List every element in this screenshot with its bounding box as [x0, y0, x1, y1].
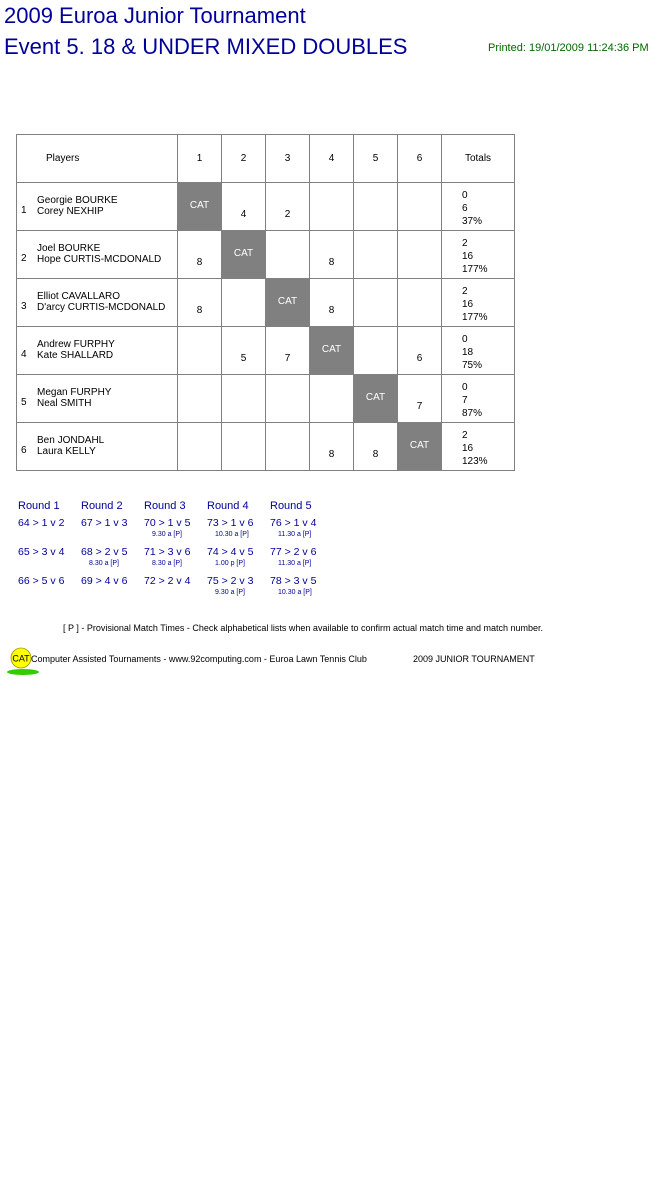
- players-header: Players: [17, 135, 178, 183]
- score-cell: [310, 183, 354, 231]
- match-entry: 64 > 1 v 2: [18, 517, 65, 529]
- games: 16: [462, 251, 474, 262]
- score-cell: [398, 279, 442, 327]
- score-cell: 2: [266, 183, 310, 231]
- score-cell: 8: [178, 231, 222, 279]
- player1-name: Georgie BOURKE: [37, 195, 118, 206]
- match-entry: 75 > 2 v 3: [207, 575, 254, 587]
- score-cell: 7: [266, 327, 310, 375]
- column-header: 3: [266, 135, 310, 183]
- score-cell: [354, 327, 398, 375]
- totals-cell: [442, 279, 515, 327]
- row-index: 4: [21, 349, 27, 360]
- match-time: 10.30 a [P]: [215, 531, 249, 538]
- score-cell: 8: [310, 279, 354, 327]
- player1-name: Joel BOURKE: [37, 243, 101, 254]
- score-cell: 8: [354, 423, 398, 471]
- cat-cell: CAT: [354, 375, 398, 423]
- player-cell: [17, 423, 178, 471]
- round-robin-grid: [16, 134, 515, 471]
- cat-cell: CAT: [178, 183, 222, 231]
- player2-name: Neal SMITH: [37, 398, 92, 409]
- score-cell: 8: [178, 279, 222, 327]
- player-cell: [17, 231, 178, 279]
- match-entry: 76 > 1 v 4: [270, 517, 317, 529]
- score-cell: [354, 183, 398, 231]
- score-cell: [266, 423, 310, 471]
- round-label: Round 5: [270, 500, 312, 512]
- match-entry: 67 > 1 v 3: [81, 517, 128, 529]
- wins: 2: [462, 238, 468, 249]
- player2-name: D'arcy CURTIS-MCDONALD: [37, 302, 166, 313]
- match-entry: 78 > 3 v 5: [270, 575, 317, 587]
- score-cell: 8: [310, 231, 354, 279]
- cat-cell: CAT: [310, 327, 354, 375]
- footer-credits: Computer Assisted Tournaments - www.92computing.com - Euroa Lawn Tennis Club: [31, 654, 367, 664]
- grid-header-row: [17, 135, 515, 183]
- match-time: 9.30 a [P]: [215, 589, 245, 596]
- row-index: 6: [21, 445, 27, 456]
- logo-text: CAT: [12, 653, 30, 664]
- totals-cell: [442, 327, 515, 375]
- player-cell: [17, 183, 178, 231]
- column-header: 6: [398, 135, 442, 183]
- percentage: 123%: [462, 456, 488, 467]
- score-cell: [178, 423, 222, 471]
- player-row: [17, 375, 515, 423]
- score-cell: [222, 423, 266, 471]
- player1-name: Megan FURPHY: [37, 387, 112, 398]
- score-cell: 7: [398, 375, 442, 423]
- score-cell: [222, 375, 266, 423]
- row-index: 1: [21, 205, 27, 216]
- cat-cell: CAT: [266, 279, 310, 327]
- games: 16: [462, 299, 474, 310]
- player-cell: [17, 279, 178, 327]
- round-label: Round 3: [144, 500, 186, 512]
- column-header: 5: [354, 135, 398, 183]
- player-row: [17, 231, 515, 279]
- totals-cell: [442, 231, 515, 279]
- match-time: 11.30 a [P]: [278, 560, 312, 567]
- player1-name: Ben JONDAHL: [37, 435, 105, 446]
- row-index: 5: [21, 397, 27, 408]
- games: 16: [462, 443, 474, 454]
- footer-event: 2009 JUNIOR TOURNAMENT: [413, 654, 535, 664]
- score-cell: [398, 231, 442, 279]
- percentage: 37%: [462, 216, 483, 227]
- column-header: 1: [178, 135, 222, 183]
- round-label: Round 1: [18, 500, 60, 512]
- score-cell: [178, 375, 222, 423]
- player1-name: Andrew FURPHY: [37, 339, 115, 350]
- match-time: 9.30 a [P]: [152, 531, 182, 538]
- player-row: [17, 423, 515, 471]
- match-entry: 68 > 2 v 5: [81, 546, 128, 558]
- totals-cell: [442, 375, 515, 423]
- cat-cell: CAT: [222, 231, 266, 279]
- player-cell: [17, 327, 178, 375]
- column-header: 2: [222, 135, 266, 183]
- wins: 0: [462, 382, 468, 393]
- score-cell: [178, 327, 222, 375]
- player2-name: Hope CURTIS-MCDONALD: [37, 254, 162, 265]
- match-entry: 72 > 2 v 4: [144, 575, 191, 587]
- score-cell: 4: [222, 183, 266, 231]
- score-cell: 8: [310, 423, 354, 471]
- totals-cell: [442, 423, 515, 471]
- match-entry: 66 > 5 v 6: [18, 575, 65, 587]
- tournament-title: 2009 Euroa Junior Tournament: [4, 3, 306, 28]
- match-time: 10.30 a [P]: [278, 589, 312, 596]
- event-title: Event 5. 18 & UNDER MIXED DOUBLES: [4, 34, 408, 59]
- player-row: [17, 279, 515, 327]
- column-header: 4: [310, 135, 354, 183]
- row-index: 3: [21, 301, 27, 312]
- score-cell: [310, 375, 354, 423]
- match-entry: 70 > 1 v 5: [144, 517, 191, 529]
- wins: 0: [462, 334, 468, 345]
- games: 7: [462, 395, 468, 406]
- match-entry: 73 > 1 v 6: [207, 517, 254, 529]
- match-entry: 69 > 4 v 6: [81, 575, 128, 587]
- percentage: 75%: [462, 360, 483, 371]
- match-time: 1.00 p [P]: [215, 560, 245, 567]
- match-entry: 74 > 4 v 5: [207, 546, 254, 558]
- score-cell: [266, 375, 310, 423]
- percentage: 87%: [462, 408, 483, 419]
- score-cell: [398, 183, 442, 231]
- wins: 2: [462, 286, 468, 297]
- match-entry: 71 > 3 v 6: [144, 546, 191, 558]
- wins: 0: [462, 190, 468, 201]
- printed-timestamp: Printed: 19/01/2009 11:24:36 PM: [488, 42, 649, 54]
- score-cell: 5: [222, 327, 266, 375]
- totals-header: Totals: [442, 135, 515, 183]
- match-entry: 77 > 2 v 6: [270, 546, 317, 558]
- match-time: 8.30 a [P]: [89, 560, 119, 567]
- match-time: 8.30 a [P]: [152, 560, 182, 567]
- player2-name: Laura KELLY: [37, 446, 96, 457]
- player-row: [17, 327, 515, 375]
- games: 6: [462, 203, 468, 214]
- player2-name: Corey NEXHIP: [37, 206, 104, 217]
- score-cell: [354, 279, 398, 327]
- round-label: Round 4: [207, 500, 249, 512]
- round-label: Round 2: [81, 500, 123, 512]
- row-index: 2: [21, 253, 27, 264]
- match-time: 11.30 a [P]: [278, 531, 312, 538]
- player-cell: [17, 375, 178, 423]
- percentage: 177%: [462, 312, 488, 323]
- games: 18: [462, 347, 474, 358]
- score-cell: [266, 231, 310, 279]
- totals-cell: [442, 183, 515, 231]
- score-cell: 6: [398, 327, 442, 375]
- wins: 2: [462, 430, 468, 441]
- score-cell: [222, 279, 266, 327]
- percentage: 177%: [462, 264, 488, 275]
- match-entry: 65 > 3 v 4: [18, 546, 65, 558]
- player2-name: Kate SHALLARD: [37, 350, 114, 361]
- score-cell: [354, 231, 398, 279]
- player1-name: Elliot CAVALLARO: [37, 291, 120, 302]
- cat-cell: CAT: [398, 423, 442, 471]
- provisional-note: [ P ] - Provisional Match Times - Check alphabetical lists when available to confirm actual match time and match number.: [63, 623, 544, 633]
- player-row: [17, 183, 515, 231]
